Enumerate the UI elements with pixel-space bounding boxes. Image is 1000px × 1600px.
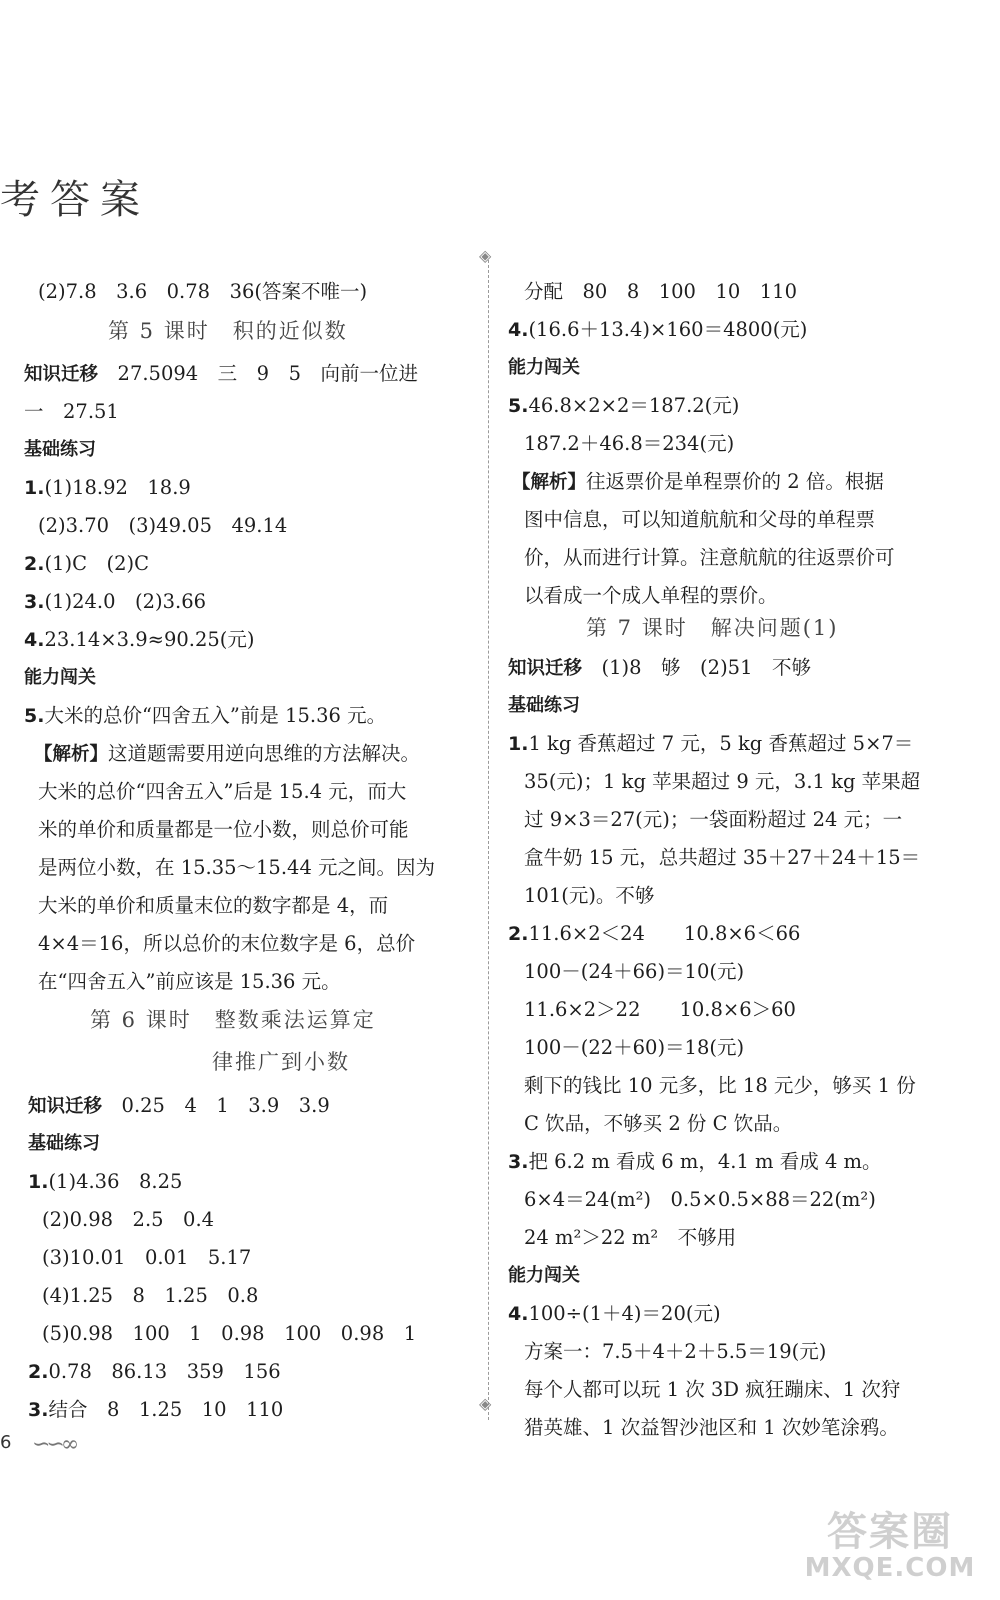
answer-line: (2)0.98 2.5 0.4 xyxy=(42,1208,215,1231)
answer-line xyxy=(24,590,206,614)
answer-line: 剩下的钱比 10 元多，比 18 元少，够买 1 份 xyxy=(524,1074,916,1097)
answer-line: (4)1.25 8 1.25 0.8 xyxy=(42,1284,259,1307)
page-title: 考答案 xyxy=(0,177,150,223)
answer-text: (1)8 够 (2)51 不够 xyxy=(601,656,811,679)
section-heading: 能力闯关 xyxy=(508,357,580,378)
answer-text: 100÷(1＋4)＝20(元) xyxy=(528,1302,721,1325)
answer-line xyxy=(24,476,191,500)
lesson-heading: 第 5 课时 积的近似数 xyxy=(108,319,348,343)
lesson-heading: 第 6 课时 整数乘法运算定 xyxy=(90,1008,376,1032)
watermark-title: 答案圈 xyxy=(827,1509,953,1555)
question-number: 2. xyxy=(508,923,529,945)
answer-text: 结合 8 1.25 10 110 xyxy=(48,1398,284,1421)
divider-ornament-top: ◈ xyxy=(479,246,492,265)
answer-line xyxy=(508,732,913,756)
answer-line: 187.2＋46.8＝234(元) xyxy=(524,432,735,455)
answer-text: (1)C (2)C xyxy=(44,552,150,575)
answer-text: 46.8×2×2＝187.2(元) xyxy=(528,394,740,417)
answer-line xyxy=(508,656,811,681)
answer-line: C 饮品，不够买 2 份 C 饮品。 xyxy=(524,1112,793,1135)
answer-line: 以看成一个成人单程的票价。 xyxy=(524,584,778,607)
footer-wave-ornament: ∽∽∞ xyxy=(32,1432,76,1457)
answer-line xyxy=(24,362,418,387)
answer-text: 大米的总价“四舍五入”前是 15.36 元。 xyxy=(44,704,387,727)
answer-line xyxy=(28,1094,330,1119)
answer-text: 这道题需要用逆向思维的方法解决。 xyxy=(108,742,421,765)
answer-text: 27.5094 三 9 5 向前一位进 xyxy=(117,362,418,385)
section-label: 知识迁移 xyxy=(28,1096,103,1117)
lesson-heading-continued: 律推广到小数 xyxy=(212,1050,350,1074)
column-divider xyxy=(488,260,489,1420)
answer-line: 盒牛奶 15 元，总共超过 35＋27＋24＋15＝ xyxy=(524,846,921,869)
answer-line: 分配 80 8 100 10 110 xyxy=(524,280,797,303)
analysis-label: 【解析】 xyxy=(512,472,587,493)
answer-line: 100－(24＋66)＝10(元) xyxy=(524,960,745,983)
question-number: 4. xyxy=(508,1303,529,1325)
question-number: 3. xyxy=(508,1151,529,1173)
answer-line: 35(元)；1 kg 苹果超过 9 元，3.1 kg 苹果超 xyxy=(524,770,921,793)
answer-text: (1)4.36 8.25 xyxy=(48,1170,183,1193)
answer-line: (2)7.8 3.6 0.78 36(答案不唯一) xyxy=(38,280,368,303)
question-number: 4. xyxy=(508,319,529,341)
answer-line: 米的单价和质量都是一位小数，则总价可能 xyxy=(38,818,409,841)
question-number: 3. xyxy=(24,591,45,613)
answer-line xyxy=(512,470,884,495)
answer-line: 过 9×3＝27(元)；一袋面粉超过 24 元；一 xyxy=(524,808,903,831)
watermark-url: MXQE.COM xyxy=(804,1553,976,1583)
answer-text: 0.25 4 1 3.9 3.9 xyxy=(121,1094,330,1117)
section-heading: 基础练习 xyxy=(28,1133,100,1154)
question-number: 1. xyxy=(28,1171,49,1193)
question-number: 3. xyxy=(28,1399,49,1421)
answer-text: (16.6＋13.4)×160＝4800(元) xyxy=(528,318,808,341)
answer-line: 一 27.51 xyxy=(24,400,119,423)
answer-text: (1)24.0 (2)3.66 xyxy=(44,590,207,613)
answer-line: 大米的总价“四舍五入”后是 15.4 元，而大 xyxy=(38,780,407,803)
answer-line xyxy=(24,704,386,728)
answer-line: 方案一：7.5＋4＋2＋5.5＝19(元) xyxy=(524,1340,827,1363)
answer-text: 23.14×3.9≈90.25(元) xyxy=(44,628,255,651)
answer-line xyxy=(508,318,807,342)
answer-line xyxy=(508,922,800,946)
answer-line: 100－(22＋60)＝18(元) xyxy=(524,1036,745,1059)
question-number: 5. xyxy=(24,705,45,727)
question-number: 2. xyxy=(24,553,45,575)
answer-line xyxy=(24,552,149,576)
answer-line: 4×4＝16，所以总价的末位数字是 6，总价 xyxy=(38,932,416,955)
answer-line: 101(元)。不够 xyxy=(524,884,655,907)
section-label: 知识迁移 xyxy=(508,658,583,679)
section-heading: 基础练习 xyxy=(24,439,96,460)
divider-ornament-bottom: ◈ xyxy=(479,1394,492,1413)
answer-text: 11.6×2＜24 10.8×6＜66 xyxy=(528,922,801,945)
page-number: 6 xyxy=(0,1432,12,1453)
lesson-heading: 第 7 课时 解决问题(1) xyxy=(586,616,839,640)
answer-line xyxy=(28,1360,281,1384)
answer-text: 把 6.2 m 看成 6 m，4.1 m 看成 4 m。 xyxy=(528,1150,882,1173)
answer-line: 价，从而进行计算。注意航航的往返票价可 xyxy=(524,546,895,569)
answer-line: 图中信息，可以知道航航和父母的单程票 xyxy=(524,508,876,531)
section-label: 知识迁移 xyxy=(24,364,99,385)
answer-line xyxy=(34,742,420,767)
question-number: 1. xyxy=(24,477,45,499)
analysis-label: 【解析】 xyxy=(34,744,109,765)
answer-line xyxy=(28,1170,182,1194)
question-number: 2. xyxy=(28,1361,49,1383)
answer-line: (3)10.01 0.01 5.17 xyxy=(42,1246,252,1269)
answer-line xyxy=(508,394,739,418)
answer-line xyxy=(508,1302,721,1326)
answer-line: 在“四舍五入”前应该是 15.36 元。 xyxy=(38,970,341,993)
question-number: 1. xyxy=(508,733,529,755)
answer-line: 6×4＝24(m²) 0.5×0.5×88＝22(m²) xyxy=(524,1188,876,1211)
answer-text: (1)18.92 18.9 xyxy=(44,476,191,499)
answer-line xyxy=(28,1398,283,1422)
section-heading: 基础练习 xyxy=(508,695,580,716)
answer-line: 大米的单价和质量末位的数字都是 4，而 xyxy=(38,894,389,917)
answer-text: 往返票价是单程票价的 2 倍。根据 xyxy=(586,470,884,493)
answer-line xyxy=(508,1150,882,1174)
answer-line: (2)3.70 (3)49.05 49.14 xyxy=(38,514,288,537)
section-heading: 能力闯关 xyxy=(508,1265,580,1286)
answer-text: 0.78 86.13 359 156 xyxy=(48,1360,281,1383)
question-number: 5. xyxy=(508,395,529,417)
answer-line: 猎英雄、1 次益智沙池区和 1 次妙笔涂鸦。 xyxy=(524,1416,899,1439)
answer-line: 24 m²＞22 m² 不够用 xyxy=(524,1226,737,1249)
answer-line xyxy=(24,628,255,652)
section-heading: 能力闯关 xyxy=(24,667,96,688)
answer-line: 11.6×2＞22 10.8×6＞60 xyxy=(524,998,796,1021)
answer-text: 1 kg 香蕉超过 7 元，5 kg 香蕉超过 5×7＝ xyxy=(528,732,914,755)
answer-line: (5)0.98 100 1 0.98 100 0.98 1 xyxy=(42,1322,417,1345)
watermark xyxy=(800,1500,980,1583)
answer-line: 是两位小数，在 15.35～15.44 元之间。因为 xyxy=(38,856,436,879)
question-number: 4. xyxy=(24,629,45,651)
answer-line: 每个人都可以玩 1 次 3D 疯狂蹦床、1 次狩 xyxy=(524,1378,901,1401)
